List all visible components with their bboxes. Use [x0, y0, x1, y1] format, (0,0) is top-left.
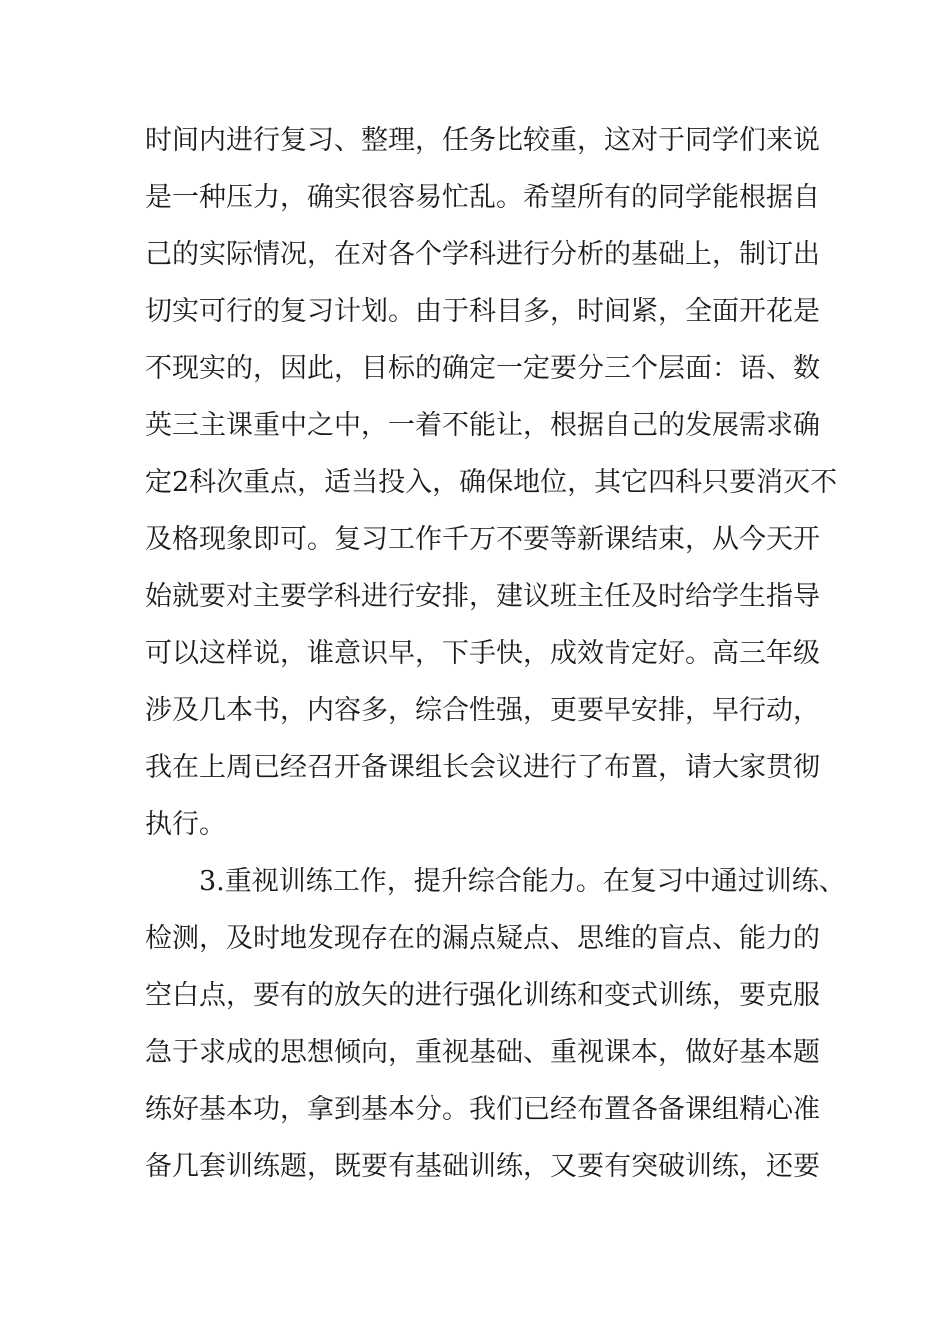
text-line: 始就要对主要学科进行安排，建议班主任及时给学生指导: [145, 581, 820, 612]
text-line: 空白点，要有的放矢的进行强化训练和变式训练，要克服: [145, 980, 820, 1011]
text-line: 涉及几本书，内容多，综合性强，更要早安排，早行动，: [145, 695, 820, 726]
text-line: 时间内进行复习、整理，任务比较重，这对于同学们来说: [145, 125, 820, 156]
text-line: 定2科次重点，适当投入，确保地位，其它四科只要消灭不: [145, 467, 838, 498]
text-line: 检测，及时地发现存在的漏点疑点、思维的盲点、能力的: [145, 923, 820, 954]
text-line: 己的实际情况，在对各个学科进行分析的基础上，制订出: [145, 239, 820, 270]
text-line: 英三主课重中之中，一着不能让，根据自己的发展需求确: [145, 410, 820, 441]
text-line: 可以这样说，谁意识早，下手快，成效肯定好。高三年级: [145, 638, 820, 669]
text-line: 不现实的，因此，目标的确定一定要分三个层面：语、数: [145, 353, 820, 384]
text-line: 是一种压力，确实很容易忙乱。希望所有的同学能根据自: [145, 182, 820, 213]
text-line: 练好基本功，拿到基本分。我们已经布置各备课组精心准: [145, 1094, 820, 1125]
text-line: 执行。: [145, 809, 226, 840]
text-line: 切实可行的复习计划。由于科目多，时间紧，全面开花是: [145, 296, 820, 327]
text-line: 备几套训练题，既要有基础训练，又要有突破训练，还要: [145, 1151, 820, 1182]
paragraph-start-line: 3.重视训练工作，提升综合能力。在复习中通过训练、: [199, 866, 846, 897]
text-line: 及格现象即可。复习工作千万不要等新课结束，从今天开: [145, 524, 820, 555]
text-line: 我在上周已经召开备课组长会议进行了布置，请大家贯彻: [145, 752, 820, 783]
text-line: 急于求成的思想倾向，重视基础、重视课本，做好基本题: [145, 1037, 820, 1068]
body-text: [145, 112, 845, 1195]
